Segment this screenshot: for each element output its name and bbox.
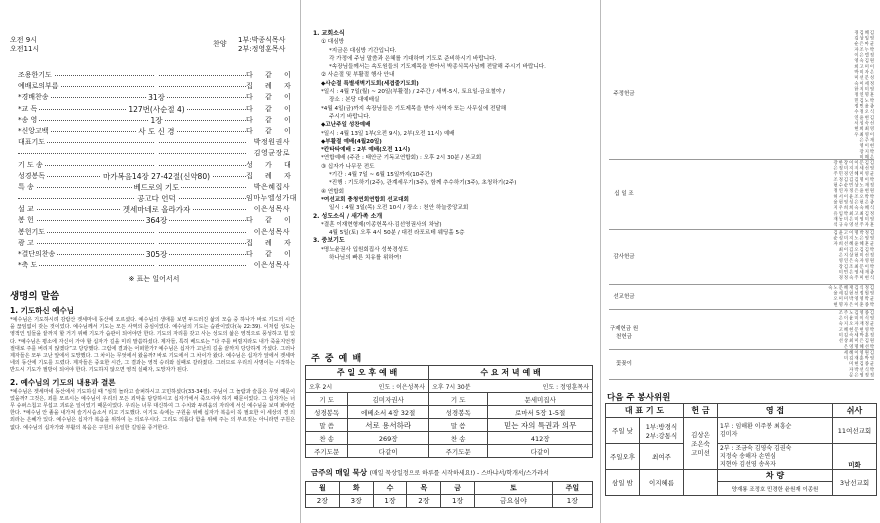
right-value: 문세미집사 (488, 393, 593, 406)
order-middle: 사 도 신 경 (138, 126, 175, 136)
order-row (18, 92, 296, 103)
news-line: 2. 성도소식 / 새가족 소개 (313, 212, 383, 220)
order-middle: 겟세마네로 올라가자 (122, 205, 191, 215)
offering-names: 김 영 균 박 정 원 이 은 성 정 영 훈 박 종 식 김 선 영 이 재 현 박 은 혜 임 마 누 엘 김 미 자 문 세 미 명 노 윤 오 현 숙 최 영 주 이 지 혜 김 상 은 조 은 숙 고 미 선 이 지 연 김 민 정 윤 성 희 최 은 영 장 미 경 김 순 자 이 영 희 박 미 숙 한 정 민 정 수 연 서 현 우 (853, 30, 874, 159)
news-line: 일시 : 4월 3일(목) 오전 10시 / 장소 : 천안 하늘중앙교회 (329, 205, 469, 212)
order-middle: 305장 (145, 250, 168, 259)
order-row (18, 115, 296, 126)
order-row (18, 227, 290, 238)
order-row (18, 126, 296, 137)
news-line: ◆부활절 예배(4월20일) (321, 138, 382, 145)
offering-row (609, 30, 874, 160)
news-line: *여선교회 충청연회연합회 선교대회 (321, 196, 409, 203)
order-label: 봉 헌 (18, 215, 36, 226)
order-middle: 마가복음14장 27-42절(신약80) (102, 171, 211, 181)
order-leader: 이은성목사 (246, 204, 290, 215)
order-middle: 31장 (148, 93, 165, 103)
worship-row (306, 432, 593, 445)
volunteers-title (607, 391, 670, 403)
order-row (18, 81, 296, 92)
choir-2: 2부:정영훈목사 (238, 45, 286, 53)
v-greet-2: 2부 : 조금숙 김영숙 김권숙 지정숙 송해자 손연심 지현아 김선영 송옥자 (718, 444, 833, 470)
offering-column (600, 0, 880, 523)
right-role: 기 도 (429, 393, 488, 406)
news-line: *기간 : 4월 7일 ~ 6월 15일까지(10주간) (329, 172, 433, 179)
order-leader: 다 같 이 (246, 70, 290, 81)
order-leader: 임마누엘성가대 (246, 193, 290, 204)
order-label: *결단의찬송 (18, 249, 57, 260)
offering-label: 주정헌금 (613, 91, 635, 97)
day-header: 수 (373, 482, 407, 495)
order-leader: 다 같 이 (246, 126, 290, 137)
order-middle: 364장 (145, 216, 168, 226)
offering-list (609, 30, 874, 380)
order-label: 성경봉독 (18, 171, 47, 182)
daily-meditation-title (311, 467, 549, 478)
left-value: 서로 용서하라 (348, 419, 429, 432)
v-meal-3: 3남선교회 (833, 470, 877, 496)
order-leader: 다 같 이 (246, 92, 290, 103)
right-value: 다같이 (488, 445, 593, 458)
left-role: 기 도 (306, 393, 348, 406)
v-vehicle: 차 량 (718, 470, 833, 482)
day-chapter: 1장 (441, 495, 475, 508)
order-label: *송 영 (18, 115, 39, 126)
vh-prayer: 대 표 기 도 (606, 404, 684, 418)
day-header: 금 (441, 482, 475, 495)
right-value: 로마서 5장 1-5절 (488, 406, 593, 419)
worship-row (306, 406, 593, 419)
v-meal-1: 11여선교회 (833, 418, 877, 444)
offering-label: 십 일 조 (614, 191, 634, 197)
news-line: 1. 교회소식 (313, 30, 345, 37)
v-label-2: 주일오후 (606, 444, 640, 470)
worship-row (306, 419, 593, 432)
offering-row (609, 310, 874, 350)
offering-row (609, 230, 874, 285)
order-row (18, 104, 296, 115)
sermon-heading-1: 1. 기도하신 예수님 (10, 306, 75, 315)
left-role: 주기도문 (306, 445, 348, 458)
news-line: ③ 십자가 나무꾼 전도 (321, 163, 375, 170)
order-label: *경배찬송 (18, 92, 51, 103)
order-label: *신앙고백 (18, 126, 51, 137)
left-role: 말 씀 (306, 419, 348, 432)
sermon-heading-2: 2. 예수님의 기도의 내용과 결론 (10, 377, 116, 387)
sunday-afternoon-head: 주 일 오 후 예 배 (306, 366, 429, 380)
offering-label: 꽃꽂이 (616, 361, 632, 367)
order-leader: 성 가 대 (246, 160, 290, 171)
order-of-service-column (0, 0, 300, 523)
left-role: 찬 송 (306, 432, 348, 445)
order-row (18, 238, 296, 249)
order-row (18, 204, 290, 215)
news-line: ① 대심방 (321, 39, 345, 46)
right-value: 412장 (488, 432, 593, 445)
left-role: 성경봉독 (306, 406, 348, 419)
order-label: *축 도 (18, 260, 39, 271)
order-leader: 김영균장로 (246, 148, 290, 159)
news-line: 하나님의 빠른 치유를 위하여! (329, 255, 402, 262)
order-leader: 다 같 이 (246, 215, 290, 226)
standing-note: ※ 표는 일어서서 (128, 275, 180, 284)
v-offering: 김상은 조은숙 고미선 (684, 418, 718, 470)
order-leader: 다 같 이 (246, 104, 290, 115)
volunteers-table (605, 403, 877, 496)
news-line: ◆고난주일 성찬예배 (321, 122, 371, 129)
order-row (18, 249, 296, 260)
day-header: 화 (339, 482, 373, 495)
order-leader: 집 례 자 (246, 238, 290, 249)
order-label: 기 도 송 (18, 160, 45, 171)
order-label: 대표기도 (18, 137, 47, 148)
order-leader: 이은성목사 (246, 260, 290, 271)
right-role: 성경봉독 (429, 406, 488, 419)
v-label-3: 삼일 밤 (606, 470, 640, 496)
choir-label: 찬양 (213, 40, 227, 48)
v-mi: 미화 (833, 444, 877, 470)
order-leader: 집 례 자 (246, 171, 290, 182)
offering-row (609, 350, 874, 380)
order-middle: 127번(사순절 4) (128, 104, 185, 114)
sermon-body-1: *예수님은 기도하시려 감람산 겟세마네 동산에 오르셨다. 예수님의 생애를 보면 두드러진 삶의 모습 중 하나가 바로 기도의 시간을 끊임없이 갖는 것이었다. 예수님께서 기도는 모든 사역의 중심이었다. 예수님의 기도는 습관이었다(눅 22:39). 이처럼 성도는 영적인 일들을 끝까지 할 거기 위해 기도가 습관이 되어야만 한다. 기도의 자리를 갖고 사는 성도의 삶은 영적으로 풍성하고 힘 있다. *예수님은 평소에 자신이 가야 할 십자가 길을 미리 말씀하셨다. 제자들, 특히 베드로는 “다 주를 버릴지라도 내가 죽을지언정 절대로 주를 버리지 않겠다”고 당당했다. 그럼에 결과는 어떠한가? 예수님은 십자가 고난의 길을 끝까지 당당하게 가셨다. 그러나 제자들은 모두 고난 앞에서 도망했다. 그 차이는 무엇에서 왔을까? 바로 기도에서 그 차이가 왔다. 예수님은 십자가 앞에서 겟세마네의 동산에 기도를 드렸다. 제자들은 중요한 시간, 그 결과는 영적 승리와 실패로 갈라졌다. 그러므로 우리의 사명이는 시작하는 반드시 기도가 필방이 되어야 한다. 기도하지 않으면 영적 실패자, 도망자가 된다. (10, 317, 295, 374)
offering-names: 김 영 균 박 정 원 박 종 식 정 영 훈 김 선 영 이 재 현 박 은 혜 김 미 자 문 세 미 명 노 윤 오 현 숙 최 영 주 이 지 혜 김 상 은 조 은 숙 고 미 선 이 지 연 김 민 정 윤 성 희 최 은 영 장 미 경 김 순 자 (832, 230, 874, 280)
news-line: *일시 : 4월 13일 1부(오전 9시), 2부(오전 11시) 예배 (321, 130, 455, 137)
order-leader: 박정원권사 (246, 137, 290, 148)
order-row (18, 215, 296, 226)
offering-row (609, 285, 874, 310)
order-label: 특 송 (18, 182, 36, 193)
news-line: *속장님들께서는 속도원들의 기도제목을 받아서 박종식목사님께 전달해 주시기 바랍니다. (329, 64, 546, 71)
order-row (18, 160, 296, 171)
v-prayer-2: 최여주 (640, 444, 684, 470)
service-time-2: 오전11시 (10, 45, 40, 53)
v-driver: 양재룡 조정호 민경한 윤원재 이종원 (718, 482, 833, 496)
v-greet-1: 1부 : 임해환 이주봉 최흥순 김미자 (718, 418, 833, 444)
day-header: 목 (407, 482, 441, 495)
order-of-service (18, 70, 297, 284)
order-label: 예배로의부름 (18, 81, 61, 92)
news-line: ④ 연합회 (321, 188, 345, 195)
order-middle (68, 260, 245, 272)
wednesday-leader: 인도 : 정영훈목사 (488, 380, 593, 393)
order-leader: 박은혜집사 (246, 182, 290, 193)
order-row (18, 137, 290, 148)
order-row (18, 260, 290, 271)
v-prayer-3: 이지혜름 (640, 470, 684, 496)
day-chapter: 1장 (552, 495, 592, 508)
news-line: *일시 : 4월 7일(월) ~ 20일(부활절) / 2주간 / 새벽-5시, 토요일-금요철야 / (321, 89, 505, 96)
weekly-worship-table (305, 365, 593, 458)
day-header: 주일 (552, 482, 592, 495)
order-label: 설 교 (18, 204, 36, 215)
order-row (18, 171, 296, 182)
choir-1: 1부:박종식목사 (238, 36, 286, 44)
day-chapter: 금요심야 (475, 495, 553, 508)
order-leader: 다 같 이 (246, 115, 290, 126)
v-label-1: 주일 낮 (606, 418, 640, 444)
news-line: 주시기 바랍니다. (329, 113, 371, 120)
news-line: *지금은 대심방 기간입니다. (329, 47, 397, 54)
wednesday-evening-head: 수 요 저 녁 예 배 (429, 366, 593, 380)
offering-label: 선교헌금 (613, 293, 635, 300)
sermon-section (10, 288, 295, 432)
order-label: *교 독 (18, 104, 39, 115)
day-chapter: 3장 (339, 495, 373, 508)
news-line: 4월 5일(토) 오후 4시 50분 / 대전 라포르테 웨딩홀 5층 (329, 230, 465, 237)
news-line: 장소 : 본당 대예배실 (329, 97, 380, 104)
service-time-1: 오전 9시 (10, 36, 37, 44)
volunteers-title-text: 다음 주 봉사위원 (607, 393, 671, 403)
news-line: *결혼 이재현형제(이종헌목사·김선영권사의 차남) (321, 221, 442, 228)
order-row (18, 70, 296, 81)
wednesday-time: 오후 7시 30분 (429, 380, 488, 393)
sermon-body-2: *예수님은 겟세마네 동산에서 기도하실 때 “심히 놀라고 슬퍼하시고 고민하셨다(33-34절). 주님이 그 놀람과 슬픔은 무엇 때문이었을까? 그것은, 죄를 모르시는 예수님이 우리의 모든 죄악을 담당하시고 십자가에서 죽으셔야 하기 때문이었다. 그 십자가는 너무 슈퍼스칩고 무섭고 괴로운 일이었기 때문이었다. 우리는 너무 대신하여 그 수치와 두려움의 자리에 서신 예수님을 보며 봐야만 한다. *예수님 안 졸을 내가져 슬기시습소서 리고 기도했다. 이기도 속에는 구원을 위해 십자가 복음이 꼭 필요한 이 세상의 경 의외라는 은혜가 있다. 예수님은 십자가 복음을 위하여 는 의로우시다. 그리도 의롭다 함을 위해 주는 의 부르짖는 아니라면 구원은 없다. 예수님의 십자가와 부활의 복음은 구원의 유일한 길임을 증거한다. (10, 388, 295, 431)
offering-names: 김 영 균 박 정 원 박 종 식 정 영 훈 김 선 영 이 재 현 박 은 혜 김 미 자 문 세 미 명 노 윤 오 현 숙 (827, 285, 874, 307)
worship-row (306, 393, 593, 406)
news-line: ② 사순절 및 부활절 행사 안내 (321, 72, 395, 79)
left-value: 다같이 (348, 445, 429, 458)
news-line: *연합예배 (주관 : 태안군 기독교연합회) : 오후 2시 30분 / 본교회 (321, 155, 482, 162)
vh-offering: 헌 금 (684, 404, 718, 418)
offering-label: 구제헌금 원천헌금 (609, 326, 639, 340)
news-line: 3. 중보기도 (313, 237, 345, 245)
order-leader: 다 같 이 (246, 249, 290, 260)
order-leader: 이은성목사 (246, 227, 290, 238)
church-news (313, 30, 595, 262)
daily-subtitle: (매일 묵상일정으로 하루를 시작하세요!) - 스바냐서/학개서/스가랴서 (369, 470, 549, 477)
day-chapter: 1장 (373, 495, 407, 508)
sunday-leader: 인도 : 이은성목사 (348, 380, 429, 393)
offering-names: 김 영 균 박 정 원 박 종 식 정 영 훈 김 선 영 이 재 현 박 은 혜 김 미 자 문 세 미 명 노 윤 오 현 숙 최 영 주 이 지 혜 김 상 은 조 은 숙 고 미 선 (837, 310, 874, 349)
news-line: 각 가정에 주님 말씀과 은혜를 기대하며 기도로 준비하시기 바랍니다. (329, 55, 497, 62)
v-prayer-1: 1부:방경식 2부:강통식 (640, 418, 684, 444)
daily-meditation-table (305, 481, 593, 508)
day-chapter: 2장 (407, 495, 441, 508)
vh-greet: 영 접 (718, 404, 833, 418)
order-label: 봉헌기도 (18, 227, 47, 238)
offering-names: 김 영 균 박 정 원 박 종 식 정 영 훈 김 선 영 이 재 현 박 은 혜 김 미 자 문 세 미 명 노 윤 오 현 숙 최 영 주 이 지 혜 김 상 은 조 은 숙 고 미 선 이 지 연 김 민 정 윤 성 희 최 은 영 장 미 경 김 순 자 이 영 희 박 미 숙 한 정 민 정 수 연 서 현 우 임 동 규 강 은 주 조 현 정 허 윤 지 유 재 석 (832, 160, 874, 227)
weekly-worship-title: 주 중 예 배 (311, 354, 363, 364)
order-leader: 집 례 자 (246, 81, 290, 92)
order-middle: 베드로의 기도 (133, 182, 180, 192)
sunday-time: 오후 2시 (306, 380, 348, 393)
order-row (18, 193, 297, 204)
right-role: 말 씀 (429, 419, 488, 432)
offering-row (609, 160, 874, 230)
news-line: *진행 : 기도하기(2주), 관계세우기(3주), 함께 추수하기(3주), 초청하기(2주) (329, 180, 517, 187)
left-value: 김미자권사 (348, 393, 429, 406)
order-row (18, 148, 290, 159)
sermon-title: 생명의 말씀 (10, 291, 60, 302)
worship-row (306, 445, 593, 458)
right-role: 주기도문 (429, 445, 488, 458)
news-line: *명노윤권사 입원회집사 성북경성도 (321, 246, 409, 253)
right-role: 찬 송 (429, 432, 488, 445)
news-column (300, 0, 600, 523)
news-line: *4월 4일(금)까지 속장님들은 기도제목을 받아 사역자 또는 사무실에 전달해 (321, 105, 507, 112)
daily-title: 금주의 매일 묵상 (311, 468, 367, 477)
news-line: ◆사순절 특별새벽기도회(세겹줄기도회) (321, 80, 419, 87)
right-value: 믿는 자의 특권과 의무 (488, 419, 593, 432)
day-header: 토 (475, 482, 553, 495)
order-label: 광 고 (18, 238, 36, 249)
day-chapter: 2장 (306, 495, 340, 508)
offering-names: 김 영 균 박 정 원 박 종 식 정 영 훈 김 선 영 이 재 현 박 은 혜 김 미 자 문 세 미 (842, 350, 874, 377)
vh-meal: 쉬사 (833, 404, 877, 418)
left-value: 에베소서 4장 32절 (348, 406, 429, 419)
day-header: 월 (306, 482, 340, 495)
order-middle: 1장 (150, 115, 163, 125)
left-value: 269장 (348, 432, 429, 445)
order-label: 조용한기도 (18, 70, 54, 81)
order-middle: 공고다 언덕 (137, 194, 176, 204)
offering-label: 감사헌금 (613, 253, 635, 260)
order-row (18, 182, 290, 193)
news-line: *칸타타예배 : 2부 예배(오전 11시) (321, 147, 411, 154)
